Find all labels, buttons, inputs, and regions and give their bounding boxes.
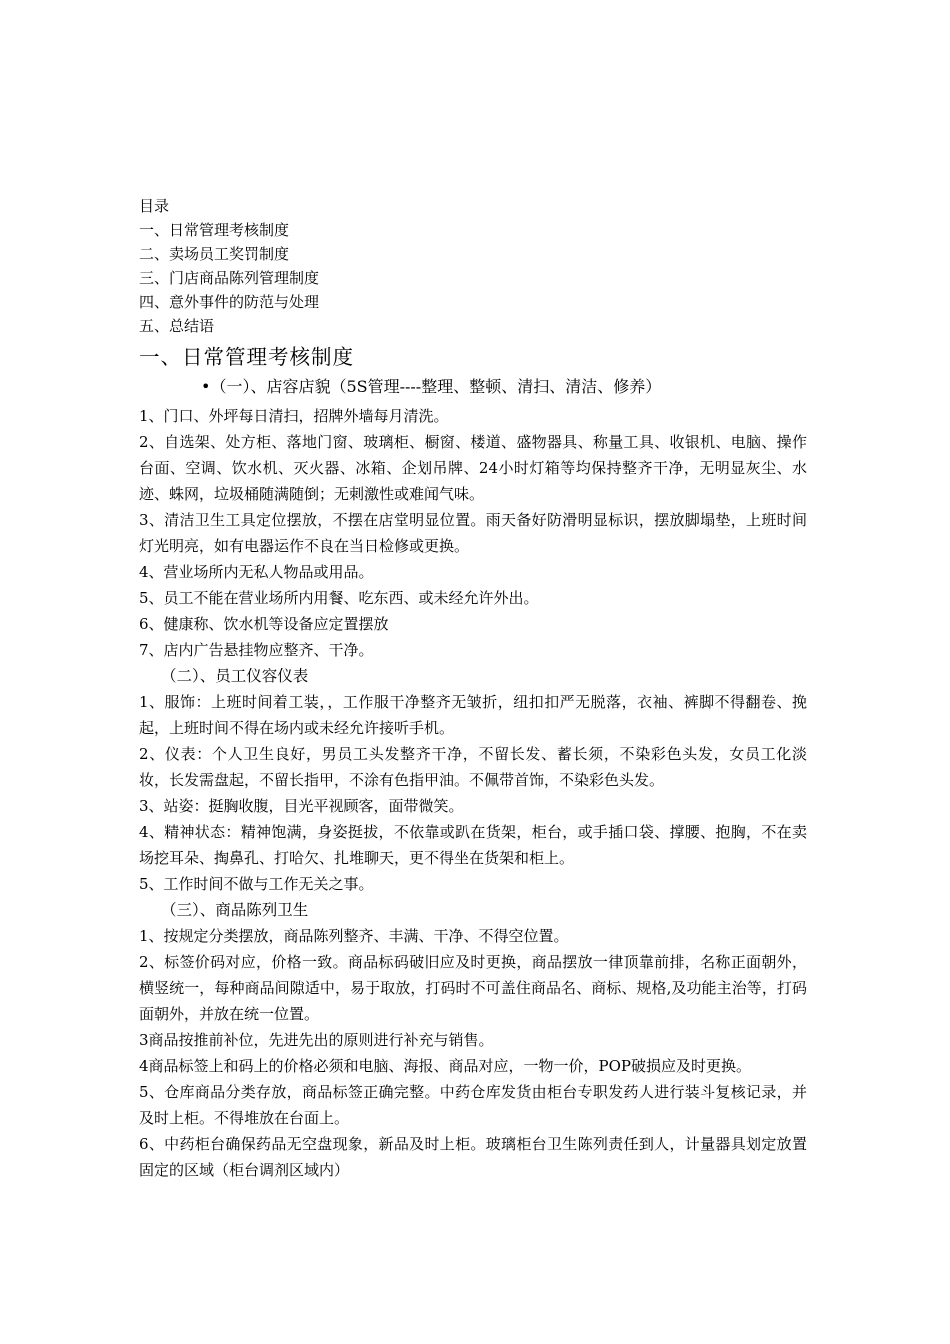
list-item: 2、自选架、处方柜、落地门窗、玻璃柜、橱窗、楼道、盛物器具、称量工具、收银机、电脑、操作台面、空调、饮水机、灭火器、冰箱、企划吊牌、24小时灯箱等均保持整齐干净，无明显灰尘、水迹、蛛网，垃圾桶随满随倒；无刺激性或难闻气味。 <box>139 433 807 503</box>
list-item: 7、店内广告悬挂物应整齐、干净。 <box>139 641 374 659</box>
section-heading: 一、日常管理考核制度 <box>139 345 354 369</box>
subsection-heading: •（一）、店容店貌（5S管理----整理、整顿、清扫、清洁、修养） <box>201 377 662 396</box>
subsection-heading: （二）、员工仪容仪表 <box>161 667 309 685</box>
list-item: 2、仪表：个人卫生良好，男员工头发整齐干净，不留长发、蓄长须，不染彩色头发，女员工化淡妆，长发需盘起，不留长指甲，不涂有色指甲油。不佩带首饰，不染彩色头发。 <box>139 745 807 789</box>
list-item: 3商品按推前补位，先进先出的原则进行补充与销售。 <box>139 1031 494 1049</box>
list-item: 4、精神状态：精神饱满，身姿挺拔，不依靠或趴在货架，柜台，或手插口袋、撑腰、抱胸，不在卖场挖耳朵、掏鼻孔、打哈欠、扎堆聊天，更不得坐在货架和柜上。 <box>139 823 807 867</box>
document-page <box>139 194 807 1183</box>
toc-item: 二、卖场员工奖罚制度 <box>139 245 290 263</box>
list-item: 1、门口、外坪每日清扫，招牌外墙每月清洗。 <box>139 407 449 425</box>
subsection-heading: （三）、商品陈列卫生 <box>161 901 309 919</box>
list-item: 5、仓库商品分类存放，商品标签正确完整。中药仓库发货由柜台专职发药人进行装斗复核记录，并及时上柜。不得堆放在台面上。 <box>139 1083 807 1127</box>
toc-item: 四、意外事件的防范与处理 <box>139 293 320 311</box>
list-item: 1、按规定分类摆放，商品陈列整齐、丰满、干净、不得空位置。 <box>139 927 569 945</box>
toc-item: 五、总结语 <box>139 317 215 335</box>
list-item: 2、标签价码对应，价格一致。商品标码破旧应及时更换，商品摆放一律顶靠前排，名称正面朝外，横竖统一，每种商品间隙适中，易于取放，打码时不可盖住商品名、商标、规格,及功能主治等，打码面朝外，并放在统一位置。 <box>139 953 807 1023</box>
list-item: 3、站姿：挺胸收腹，目光平视顾客，面带微笑。 <box>139 797 464 815</box>
toc-title: 目录 <box>139 197 170 215</box>
toc-item: 一、日常管理考核制度 <box>139 221 290 239</box>
list-item: 3、清洁卫生工具定位摆放，不摆在店堂明显位置。雨天备好防滑明显标识，摆放脚塌垫，上班时间灯光明亮，如有电器运作不良在当日检修或更换。 <box>139 511 807 555</box>
list-item: 4、营业场所内无私人物品或用品。 <box>139 563 374 581</box>
list-item: 4商品标签上和码上的价格必须和电脑、海报、商品对应，一物一价，POP破损应及时更换。 <box>139 1057 752 1075</box>
list-item: 5、工作时间不做与工作无关之事。 <box>139 875 374 893</box>
list-item: 1、服饰：上班时间着工装，，工作服干净整齐无皱折，纽扣扣严无脱落，衣袖、裤脚不得翻卷、挽起，上班时间不得在场内或未经允许接听手机。 <box>139 693 807 737</box>
list-item: 5、员工不能在营业场所内用餐、吃东西、或未经允许外出。 <box>139 589 539 607</box>
table-of-contents <box>139 194 807 338</box>
list-item: 6、健康称、饮水机等设备应定置摆放 <box>139 615 389 633</box>
toc-item: 三、门店商品陈列管理制度 <box>139 269 320 287</box>
list-item: 6、中药柜台确保药品无空盘现象，新品及时上柜。玻璃柜台卫生陈列责任到人，计量器具划定放置固定的区域（柜台调剂区域内） <box>139 1135 807 1179</box>
